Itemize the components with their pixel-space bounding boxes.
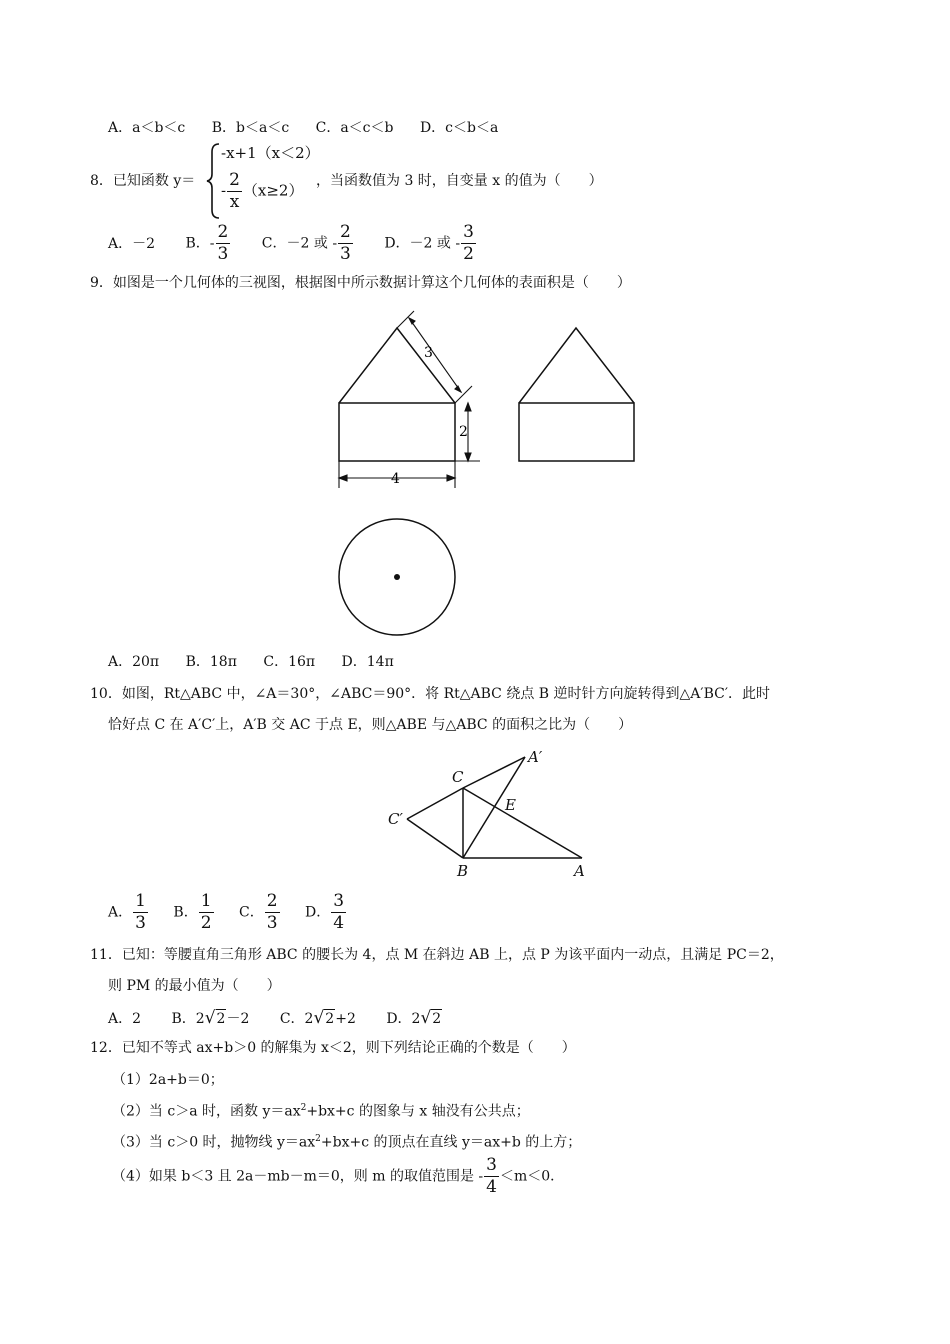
q8-brace — [205, 142, 221, 220]
q10-option-c-label: C． — [238, 904, 264, 921]
q12-item4-a: （4）如果 b＜3 且 2a－mb－m＝0，则 m 的取值范围是 - — [112, 1168, 484, 1185]
label-b: B — [457, 862, 469, 880]
side-view-triangle — [519, 328, 634, 403]
q10-option-a-label: A． — [108, 904, 133, 921]
q11-option-d[interactable] — [386, 1008, 442, 1028]
q8-option-d-label: D．－2 或 - — [384, 235, 461, 252]
slant-arrow-top — [409, 318, 415, 324]
q10-option-d-num: 3 — [333, 891, 345, 911]
q7-option-d[interactable]: D．c＜b＜a — [419, 120, 499, 136]
height-arrow-top — [465, 403, 471, 411]
q10-option-d[interactable] — [305, 893, 347, 932]
q11-options — [108, 1010, 442, 1027]
q9-option-b[interactable]: B．18π — [185, 654, 237, 670]
q10-stem-line1: 10．如图，Rt△ABC 中，∠A＝30°，∠ABC＝90°．将 Rt△ABC 绕点 B 逆时针方向旋转得到△A′BC′．此时 — [90, 686, 771, 702]
q7-option-b[interactable]: B．b＜a＜c — [211, 120, 290, 136]
q12-item3 — [112, 1135, 581, 1150]
q8-piece2-minus: - — [221, 181, 227, 200]
q12-item2 — [112, 1104, 530, 1119]
q9-three-views-figure — [320, 305, 650, 645]
q8-option-b-label: B．- — [185, 235, 215, 252]
q10-option-d-fraction — [331, 893, 346, 932]
label-c: C — [452, 768, 464, 786]
q10-option-b-num: 1 — [200, 891, 212, 911]
q7-option-c[interactable]: C．a＜c＜b — [315, 120, 394, 136]
slant-arrow-bottom — [455, 386, 461, 392]
q8-option-d[interactable] — [384, 224, 477, 263]
q11-option-c-radicand: 2 — [325, 1011, 335, 1027]
q9-stem: 9．如图是一个几何体的三视图，根据图中所示数据计算这个几何体的表面积是（ ） — [90, 275, 631, 291]
q8-option-c[interactable] — [262, 224, 354, 263]
q8-option-d-fraction — [461, 224, 476, 263]
q8-piece2-cond: （x≥2） — [242, 181, 304, 200]
dim-slant-label: 3 — [424, 345, 433, 361]
q11-option-d-pre: D．2 — [386, 1011, 421, 1027]
q8-piece2 — [221, 172, 303, 211]
front-view — [339, 328, 455, 461]
q11-stem-line1: 11．已知：等腰直角三角形 ABC 的腰长为 4，点 M 在斜边 AB 上，点 P 为该平面内一动点，且满足 PC＝2， — [90, 947, 784, 963]
sqrt-icon: √2 — [313, 1008, 335, 1028]
sqrt-icon: √2 — [420, 1008, 442, 1028]
q10-option-c-den: 3 — [266, 913, 278, 933]
q11-option-a[interactable]: A．2 — [108, 1011, 142, 1027]
q8-option-d-den: 2 — [463, 244, 474, 264]
q10-option-a-den: 3 — [135, 913, 146, 933]
sqrt-icon: √2 — [204, 1008, 226, 1028]
q7-option-a[interactable]: A．a＜b＜c — [108, 120, 186, 136]
front-view-rect — [339, 403, 455, 461]
q8-option-a[interactable]: A．－2 — [108, 235, 156, 252]
q8-piece2-fraction — [227, 172, 242, 211]
side-view-rect — [519, 403, 634, 461]
label-a-prime: A′ — [528, 748, 543, 766]
q10-option-a[interactable] — [108, 893, 149, 932]
q12-item2-sup: 2 — [300, 1103, 307, 1113]
q10-option-a-fraction — [133, 893, 148, 932]
q11-option-b[interactable] — [171, 1008, 250, 1028]
q12-item4 — [112, 1157, 564, 1196]
segment-c-prime-c — [407, 788, 463, 819]
label-a: A — [574, 862, 585, 880]
q9-option-a[interactable]: A．20π — [108, 654, 160, 670]
q12-item2-a: （2）当 c＞a 时，函数 y＝ax — [112, 1103, 301, 1120]
side-view — [519, 328, 634, 461]
q12-item3-sup: 2 — [315, 1134, 321, 1144]
q9-option-d[interactable]: D．14π — [341, 654, 394, 670]
q11-option-b-radicand: 2 — [216, 1011, 226, 1027]
q8-piece2-den: x — [229, 192, 240, 212]
q10-option-c-fraction — [265, 893, 280, 932]
q10-option-b[interactable] — [173, 893, 214, 932]
q8-option-c-fraction — [338, 224, 353, 263]
q11-option-b-post: －2 — [226, 1011, 250, 1027]
q8-option-b-num: 2 — [217, 222, 229, 242]
q8-stem-suffix: ，当函数值为 3 时，自变量 x 的值为（ ） — [316, 173, 603, 189]
label-c-prime: C′ — [388, 810, 403, 828]
top-view-center-dot — [394, 574, 400, 580]
q10-option-d-label: D． — [304, 904, 331, 921]
q12-item4-b: ＜m＜0． — [499, 1168, 565, 1185]
q11-option-c[interactable] — [279, 1008, 356, 1028]
q8-options — [108, 224, 477, 263]
q8-option-c-label: C．－2 或 - — [261, 235, 338, 252]
q12-item3-b: +bx+c 的顶点在直线 y＝ax+b 的上方； — [320, 1134, 582, 1151]
q10-options — [108, 893, 347, 932]
q8-option-b[interactable] — [185, 224, 231, 263]
q8-option-b-fraction — [216, 224, 231, 263]
q11-option-c-pre: C．2 — [279, 1011, 314, 1027]
q11-option-c-post: +2 — [335, 1011, 356, 1027]
q12-item2-b: +bx+c 的图象与 x 轴没有公共点； — [306, 1103, 530, 1120]
segment-ca — [463, 788, 582, 858]
q12-item3-a: （3）当 c＞0 时，抛物线 y＝ax — [112, 1134, 316, 1151]
q10-lines — [407, 757, 582, 858]
segment-c-prime-b — [407, 819, 463, 858]
q8-piece2-num: 2 — [229, 170, 240, 190]
height-arrow-bottom — [465, 453, 471, 461]
q11-stem-line2: 则 PM 的最小值为（ ） — [108, 978, 281, 994]
q10-option-a-num: 1 — [135, 891, 146, 911]
q8-stem-prefix: 8．已知函数 y＝ — [90, 173, 196, 189]
q8-option-c-num: 2 — [340, 222, 351, 242]
q7-options — [108, 121, 520, 135]
q8-option-c-den: 3 — [340, 244, 351, 264]
q10-stem-line2: 恰好点 C 在 A′C′上，A′B 交 AC 于点 E，则△ABE 与△ABC 的面积之比为（ ） — [108, 717, 633, 733]
q12-item4-den: 4 — [486, 1177, 497, 1197]
q12-item1: （1）2a+b＝0； — [112, 1072, 224, 1088]
slant-dimension — [397, 311, 472, 403]
q12-stem: 12．已知不等式 ax+b＞0 的解集为 x＜2，则下列结论正确的个数是（ ） — [90, 1040, 576, 1056]
label-e: E — [505, 796, 516, 814]
q8-option-d-num: 3 — [463, 222, 474, 242]
q12-item4-num: 3 — [486, 1155, 497, 1175]
q8-option-b-den: 3 — [217, 244, 229, 264]
q10-option-b-label: B． — [173, 904, 198, 921]
q11-option-b-pre: B．2 — [171, 1011, 205, 1027]
front-view-triangle — [339, 328, 455, 403]
slant-dim-line — [409, 318, 461, 392]
q10-option-b-fraction — [199, 893, 214, 932]
q8-piece1: -x+1（x＜2） — [221, 144, 320, 162]
q10-triangle-figure — [380, 748, 610, 883]
q10-option-c-num: 2 — [266, 891, 278, 911]
q12-item4-fraction — [484, 1157, 499, 1196]
q11-option-d-radicand: 2 — [432, 1011, 442, 1027]
q9-option-c[interactable]: C．16π — [263, 654, 316, 670]
q9-options — [108, 655, 416, 669]
q10-option-d-den: 4 — [333, 913, 345, 933]
dim-height-label: 2 — [459, 424, 468, 440]
q10-option-c[interactable] — [239, 893, 281, 932]
q10-option-b-den: 2 — [200, 913, 212, 933]
width-arrow-right — [447, 475, 455, 481]
width-arrow-left — [339, 475, 347, 481]
dim-width-label: 4 — [391, 471, 400, 487]
